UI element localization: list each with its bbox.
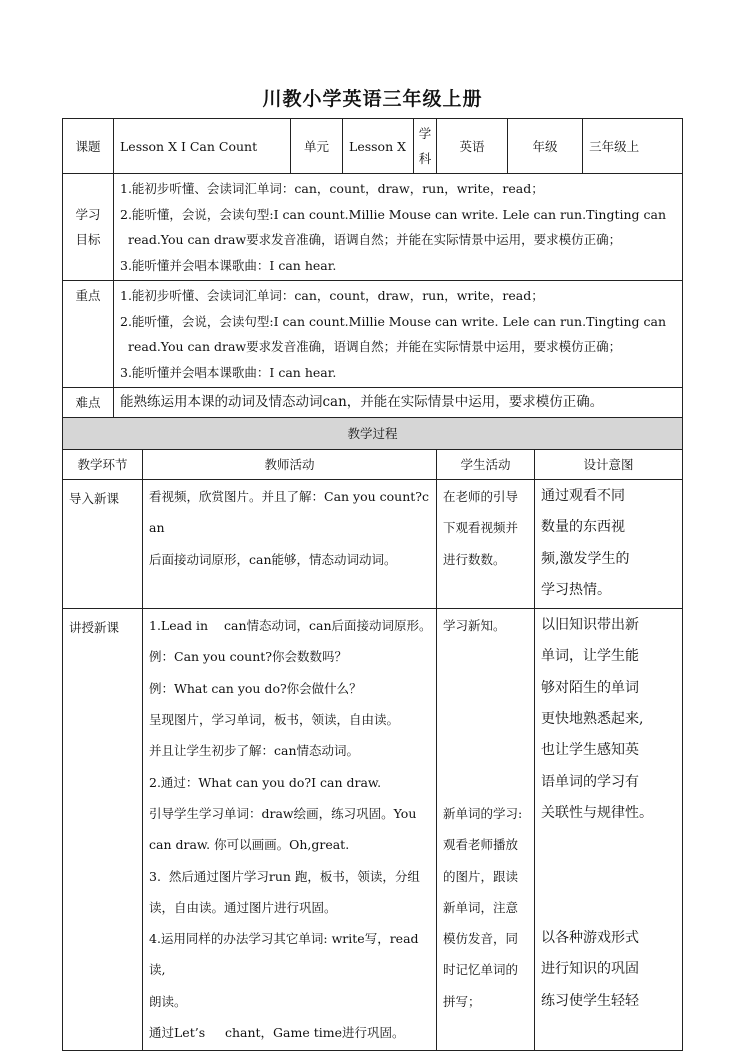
teaching-design-line: 够对陌生的单词 [541, 679, 640, 696]
key-points-line: read.You can draw要求发音准确，语调自然；并能在实际情景中运用，要求模仿正确； [128, 339, 622, 354]
teaching-teacher-line: 1.Lead in can情态动词，can后面接动词原形。 [149, 618, 432, 634]
process-columns-row [63, 450, 683, 480]
difficulty-label: 难点 [63, 388, 114, 418]
objectives-label-line2: 目标 [75, 232, 101, 247]
teaching-teacher-line: 4.运用同样的办法学习其它单词: write写，read读, [149, 931, 419, 978]
intro-teacher-line: 后面接动词原形，can能够，情态动词动词。 [149, 551, 397, 567]
key-points-label: 重点 [63, 281, 114, 388]
intro-student-line: 进行数数。 [443, 551, 506, 567]
teaching-teacher-line: 通过Let’s chant，Game time进行巩固。 [149, 1025, 405, 1041]
teaching-teacher-line: 2.通过：What can you do?I can draw. [149, 774, 382, 790]
intro-row [63, 480, 683, 609]
difficulty-content: 能熟练运用本课的动词及情态动词can，并能在实际情景中运用，要求模仿正确。 [114, 388, 683, 418]
teaching-student-line: 观看老师播放 [443, 837, 519, 853]
column-stage: 教学环节 [63, 450, 143, 480]
teaching-design-line: 关联性与规律性。 [541, 804, 654, 821]
objectives-line: 1.能初步听懂、会读词汇单词：can，count，draw，run，write，read； [120, 181, 544, 196]
teaching-teacher-line: can draw. 你可以画画。Oh,great. [149, 837, 350, 853]
difficulty-row [63, 388, 683, 418]
teaching-student-line: 的图片，跟读 [443, 868, 519, 884]
objectives-label-line1: 学习 [75, 207, 101, 222]
intro-student-line: 在老师的引导 [443, 489, 519, 504]
process-heading: 教学过程 [63, 418, 683, 450]
key-points-line: 1.能初步听懂、会读词汇单词：can，count，draw，run，write，read； [120, 288, 544, 303]
teaching-teacher-line: 读，自由读。通过图片进行巩固。 [149, 899, 337, 915]
column-design: 设计意图 [535, 450, 683, 480]
teaching-student-line: 时记忆单词的 [443, 962, 519, 978]
objectives-content [114, 174, 683, 281]
teaching-teacher-line: 呈现图片，学习单词，板书，领读，自由读。 [149, 712, 400, 728]
intro-teacher [143, 480, 437, 609]
key-points-row [63, 281, 683, 388]
teaching-teacher [143, 609, 437, 1051]
objectives-line: read.You can draw要求发音准确，语调自然；并能在实际情景中运用，要求模仿正确； [128, 232, 622, 247]
lesson-plan-table [62, 118, 683, 1051]
teaching-design-line: 以各种游戏形式 [541, 930, 640, 947]
objectives-row [63, 174, 683, 281]
objectives-line: 2.能听懂，会说，会读句型:I can count.Millie Mouse can write. Lele can run.Tingting can [120, 206, 667, 222]
objectives-line: 3.能听懂并会唱本课歌曲：I can hear. [120, 257, 337, 273]
unit-label: 单元 [291, 119, 343, 174]
teaching-teacher-line: 例：What can you do?你会做什么？ [149, 680, 362, 696]
teaching-teacher-line: 引导学生学习单词：draw绘画，练习巩固。You [149, 805, 417, 821]
intro-design-line: 通过观看不同 [541, 488, 626, 504]
teaching-student-line: 学习新知。 [443, 618, 506, 634]
teaching-student-line: 新单词，注意 [443, 899, 519, 915]
teaching-teacher-line: 3. 然后通过图片学习run 跑，板书，领读，分组 [149, 868, 420, 884]
intro-student-line: 下观看视频并 [443, 520, 519, 536]
key-points-content [114, 281, 683, 388]
teaching-design-line: 进行知识的巩固 [541, 961, 640, 978]
intro-design-line: 频,激发学生的 [541, 550, 630, 567]
teaching-teacher-line: 朗读。 [149, 993, 187, 1009]
teaching-design-line: 练习使学生轻轻 [541, 992, 640, 1009]
intro-student [437, 480, 535, 609]
teaching-design [535, 609, 683, 1051]
teaching-student-line: 新单词的学习: [443, 805, 523, 821]
intro-stage: 导入新课 [63, 480, 143, 609]
key-points-line: 3.能听懂并会唱本课歌曲：I can hear. [120, 364, 337, 380]
teaching-stage: 讲授新课 [63, 609, 143, 1051]
grade-label: 年级 [508, 119, 583, 174]
teaching-teacher-line: 并且让学生初步了解：can情态动词。 [149, 743, 360, 759]
teaching-design-line: 语单词的学习有 [541, 773, 640, 790]
process-heading-row [63, 418, 683, 450]
intro-teacher-line: 看视频，欣赏图片。并且了解：Can you count?can [149, 489, 430, 536]
document-title: 川教小学英语三年级上册 [262, 88, 483, 110]
subject-label: 学科 [414, 119, 437, 174]
teaching-student-line: 拼写； [443, 993, 481, 1009]
unit-value: Lesson X [343, 119, 414, 174]
column-student: 学生活动 [437, 450, 535, 480]
teaching-teacher-line: 例：Can you count?你会数数吗？ [149, 649, 348, 665]
teaching-design-line: 以旧知识带出新 [541, 617, 640, 634]
objectives-label [63, 174, 114, 281]
teaching-design-line: 单词，让学生能 [541, 648, 640, 665]
teaching-design-line: 也让学生感知英 [541, 742, 640, 759]
teaching-student [437, 609, 535, 1051]
teaching-row [63, 609, 683, 1051]
subject-value: 英语 [437, 119, 508, 174]
column-teacher: 教师活动 [143, 450, 437, 480]
teaching-design-line: 更快地熟悉起来, [541, 711, 644, 728]
key-points-line: 2.能听懂，会说，会读句型:I can count.Millie Mouse can write. Lele can run.Tingting can [120, 313, 667, 329]
intro-design [535, 480, 683, 609]
teaching-student-line: 模仿发音，同 [443, 931, 519, 947]
topic-value: Lesson X I Can Count [114, 119, 291, 174]
intro-design-line: 学习热情。 [541, 581, 612, 598]
grade-value: 三年级上 [583, 119, 683, 174]
header-row [63, 119, 683, 174]
topic-label: 课题 [63, 119, 114, 174]
intro-design-line: 数量的东西视 [541, 519, 626, 536]
